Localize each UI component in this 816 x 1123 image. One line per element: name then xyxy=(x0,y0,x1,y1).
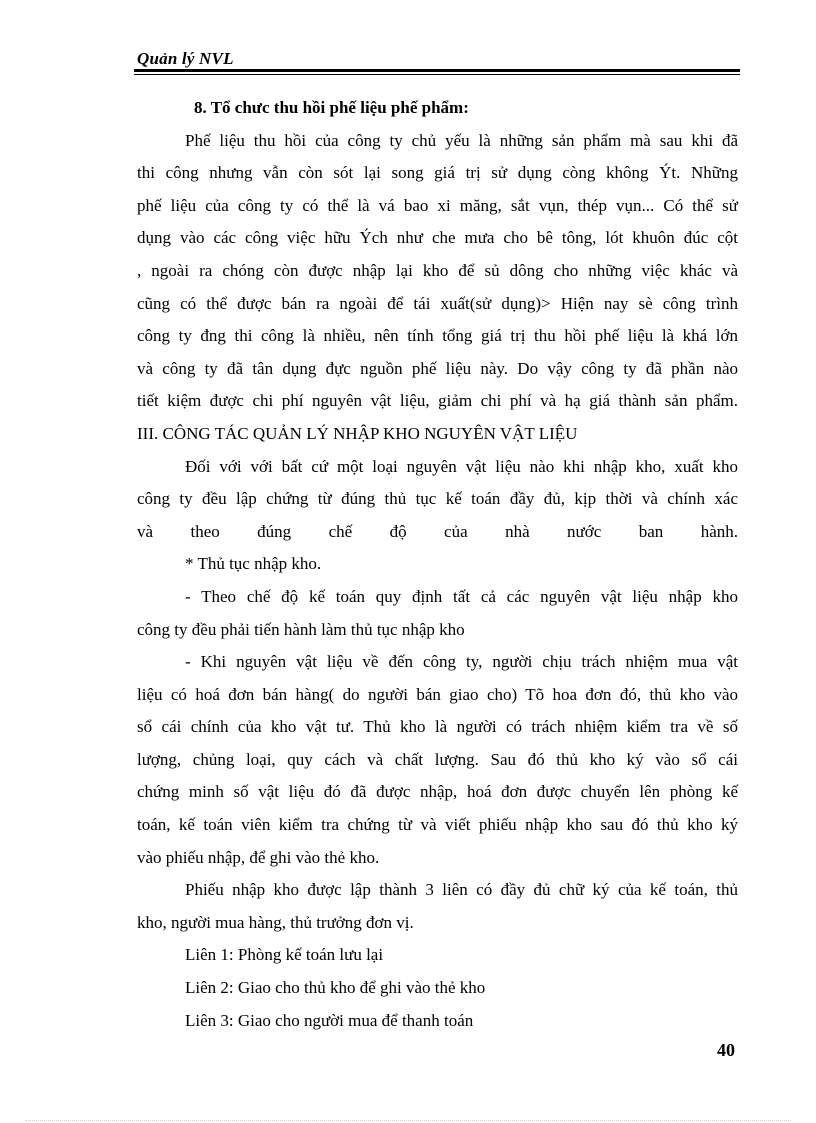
paragraph-line: liệu có hoá đơn bán hàng( do người bán giao cho) Tõ hoa đơn đó, thủ kho vào xyxy=(137,684,738,704)
paragraph-line: - Theo chế độ kế toán quy định tất cả các nguyên vật liệu nhập kho xyxy=(185,586,738,606)
paragraph-line: và theo đúng chế độ của nhà nước ban hành. xyxy=(137,521,738,541)
paragraph-line: Đối với với bất cứ một loại nguyên vật liệu nào khi nhập kho, xuất kho xyxy=(185,456,738,476)
copy-list-item: Liên 1: Phòng kế toán lưu lại xyxy=(185,945,384,965)
paragraph-line: - Khi nguyên vật liệu về đến công ty, người chịu trách nhiệm mua vật xyxy=(185,652,738,672)
document-body xyxy=(137,92,738,1037)
paragraph-line: toán, kế toán viên kiểm tra chứng từ và viết phiếu nhập kho sau đó thủ kho ký xyxy=(137,815,738,835)
paragraph-line: chứng minh số vật liệu đó đã được nhập, hoá đơn được chuyển lên phòng kế xyxy=(137,782,738,802)
paragraph-line: và công ty đã tân dụng đực nguồn phế liệu này. Do vậy công ty đã phần nào xyxy=(137,358,738,378)
paragraph-line: công ty đều phải tiến hành làm thủ tục nhập kho xyxy=(137,619,465,639)
paragraph-line: Phiếu nhập kho được lập thành 3 liên có đầy đủ chữ ký của kế toán, thủ xyxy=(185,880,738,900)
paragraph-line: vào phiếu nhập, để ghi vào thẻ kho. xyxy=(137,847,380,867)
paragraph-line: tiết kiệm được chi phí nguyên vật liệu, giảm chi phí và hạ giá thành sản phẩm. xyxy=(137,391,738,411)
header-rule-thin xyxy=(134,74,740,75)
paragraph-line: công ty đng thi công là nhiều, nên tính tổng giá trị thu hồi phế liệu là khá lớn xyxy=(137,326,738,346)
header-rule-thick xyxy=(134,69,740,72)
paragraph-line: dụng vào các công việc hữu Ých như che mưa cho bê tông, lót khuôn đúc cột xyxy=(137,228,738,248)
paragraph-line: phế liệu của công ty có thể là vá bao xi măng, sắt vụn, thép vụn... Có thể sử xyxy=(137,195,738,215)
paragraph-line: lượng, chủng loại, quy cách và chất lượng. Sau đó thủ kho ký vào sổ cái xyxy=(137,749,738,769)
section-8-heading: 8. Tổ chưc thu hồi phế liệu phế phẩm: xyxy=(194,98,469,117)
paragraph-line: kho, người mua hàng, thủ trưởng đơn vị. xyxy=(137,912,414,932)
paragraph-line: cũng có thể được bán ra ngoài để tái xuất(sử dụng)> Hiện nay sè công trình xyxy=(137,293,738,313)
header-title: Quản lý NVL xyxy=(137,49,234,68)
copy-list-item: Liên 3: Giao cho người mua để thanh toán xyxy=(185,1010,474,1030)
copy-list-item: Liên 2: Giao cho thủ kho để ghi vào thẻ kho xyxy=(185,978,486,998)
footer-divider xyxy=(25,1120,791,1121)
paragraph-line: Phế liệu thu hồi của công ty chủ yếu là những sản phẩm mà sau khi đã xyxy=(185,130,738,150)
paragraph-line: , ngoài ra chóng còn được nhập lại kho để sủ dông cho những việc khác và xyxy=(137,260,738,280)
paragraph-line: sổ cái chính của kho vật tư. Thủ kho là người có trách nhiệm kiểm tra về số xyxy=(137,717,738,737)
procedure-title: * Thủ tục nhập kho. xyxy=(185,554,322,574)
page-number: 40 xyxy=(717,1040,735,1060)
section-3-heading: III. CÔNG TÁC QUẢN LÝ NHẬP KHO NGUYÊN VẬT LIỆU xyxy=(137,423,578,443)
paragraph-line: thi công nhưng vẫn còn sót lại song giá trị sử dụng còng không Ýt. Những xyxy=(137,163,738,183)
paragraph-line: công ty đều lập chứng từ đúng thủ tục kế toán đầy đủ, kịp thời và chính xác xyxy=(137,489,738,509)
